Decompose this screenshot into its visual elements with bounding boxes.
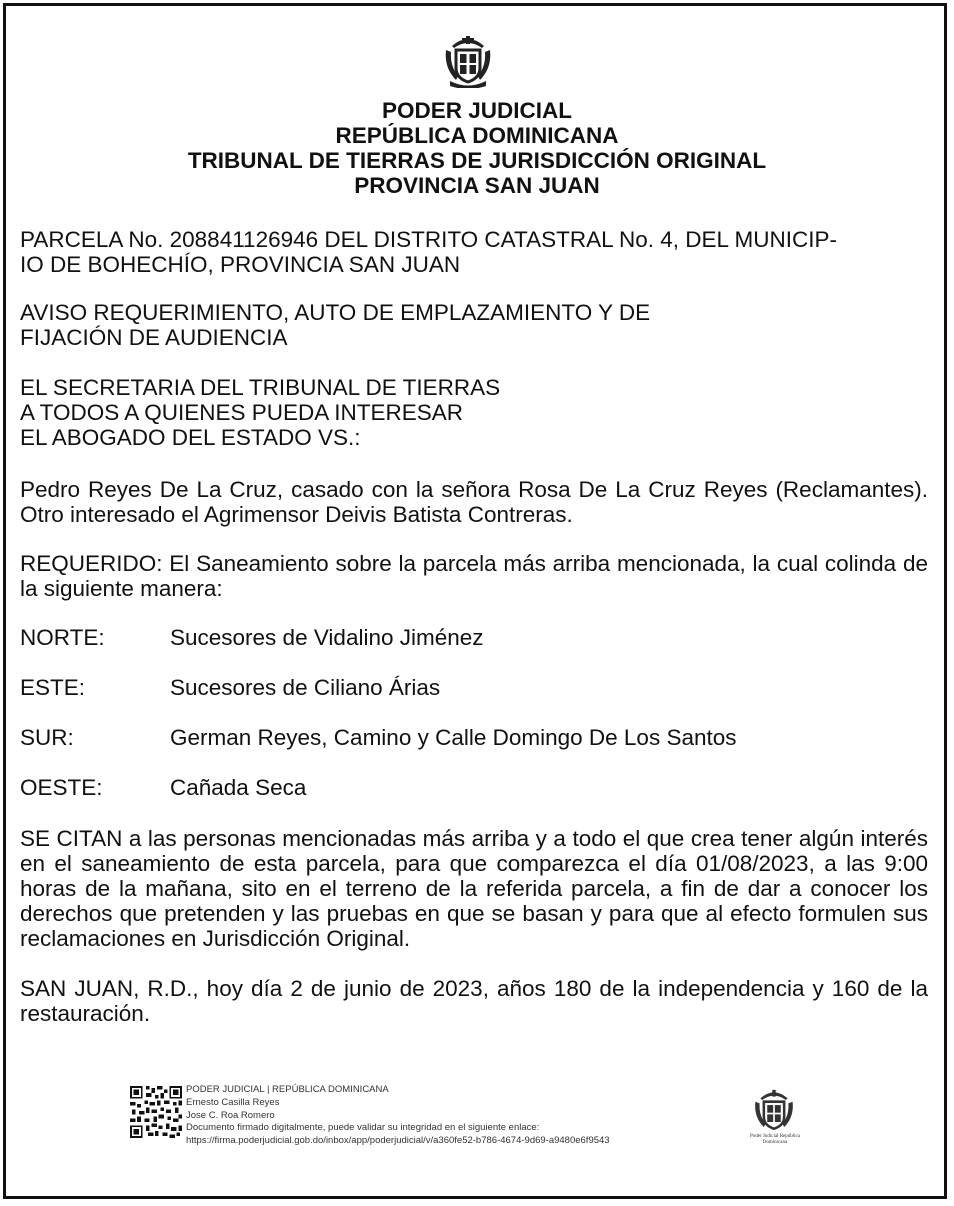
requerido-paragraph: REQUERIDO: El Saneamiento sobre la parcela más arriba mencionada, la cual colinda de la siguiente manera: [20,551,928,601]
secretaria-block [20,375,928,450]
signature-signer-1: Ernesto Casilla Reyes [186,1096,280,1108]
secretaria-line-2: A TODOS A QUIENES PUEDA INTERESAR [20,400,464,425]
aviso-line-1: AVISO REQUERIMIENTO, AUTO DE EMPLAZAMIENTO Y DE [20,300,651,325]
qr-code-icon[interactable] [130,1084,182,1140]
coat-of-arms-icon [442,34,494,88]
aviso-line-2: FIJACIÓN DE AUDIENCIA [20,325,288,350]
boundary-value-norte: Sucesores de Vidalino Jiménez [170,625,484,650]
boundary-value-este: Sucesores de Ciliano Árias [170,675,441,700]
signature-signer-2: Jose C. Roa Romero [186,1109,275,1121]
document-header [0,98,954,198]
parcela-line-1: PARCELA No. 208841126946 DEL DISTRITO CATASTRAL No. 4, DEL MUNICIP- [20,227,837,252]
boundary-label-este: ESTE: [20,675,86,700]
boundary-value-oeste: Cañada Seca [170,775,307,800]
citan-paragraph: SE CITAN a las personas mencionadas más arriba y a todo el que crea tener algún interés en el saneamiento de esta parcela, para que comparezca el día 01/08/2023, a las 9:00 horas de la mañana, sito en el terreno de la referida parcela, a fin de dar a conocer los derechos que pretenden y las pruebas en que se basan y para que al efecto formulen sus reclamaciones en Jurisdicción Original. [20,826,928,951]
parcela-heading [20,227,928,277]
seal-caption: Poder Judicial República Dominicana [750,1134,800,1145]
signature-url-link[interactable]: https://firma.poderjudicial.gob.do/inbox/app/poderjudicial/v/a360fe52-b786-4674-9d69-a9480e6f9543 [186,1135,610,1147]
digital-signature-block [130,1084,750,1164]
parties-paragraph: Pedro Reyes De La Cruz, casado con la señora Rosa De La Cruz Reyes (Reclamantes). Otro interesado el Agrimensor Deivis Batista Contreras. [20,477,928,527]
boundary-label-oeste: OESTE: [20,775,103,800]
parcela-line-2: IO DE BOHECHÍO, PROVINCIA SAN JUAN [20,252,461,277]
signature-org: PODER JUDICIAL | REPÚBLICA DOMINICANA [186,1084,389,1095]
coat-of-arms-small-icon [752,1088,796,1134]
header-line-2: REPÚBLICA DOMINICANA [335,123,619,148]
header-line-3: TRIBUNAL DE TIERRAS DE JURISDICCIÓN ORIGINAL [187,148,767,173]
header-line-4: PROVINCIA SAN JUAN [354,173,600,198]
boundary-label-sur: SUR: [20,725,74,750]
secretaria-line-3: EL ABOGADO DEL ESTADO VS.: [20,425,361,450]
aviso-heading [20,300,928,350]
signature-notice: Documento firmado digitalmente, puede validar su integridad en el siguiente enlace: [186,1122,540,1134]
closing-paragraph: SAN JUAN, R.D., hoy día 2 de junio de 2023, años 180 de la independencia y 160 de la restauración. [20,976,928,1026]
boundary-label-norte: NORTE: [20,625,105,650]
secretaria-line-1: EL SECRETARIA DEL TRIBUNAL DE TIERRAS [20,375,501,400]
header-line-1: PODER JUDICIAL [381,98,573,123]
boundary-value-sur: German Reyes, Camino y Calle Domingo De Los Santos [170,725,737,750]
